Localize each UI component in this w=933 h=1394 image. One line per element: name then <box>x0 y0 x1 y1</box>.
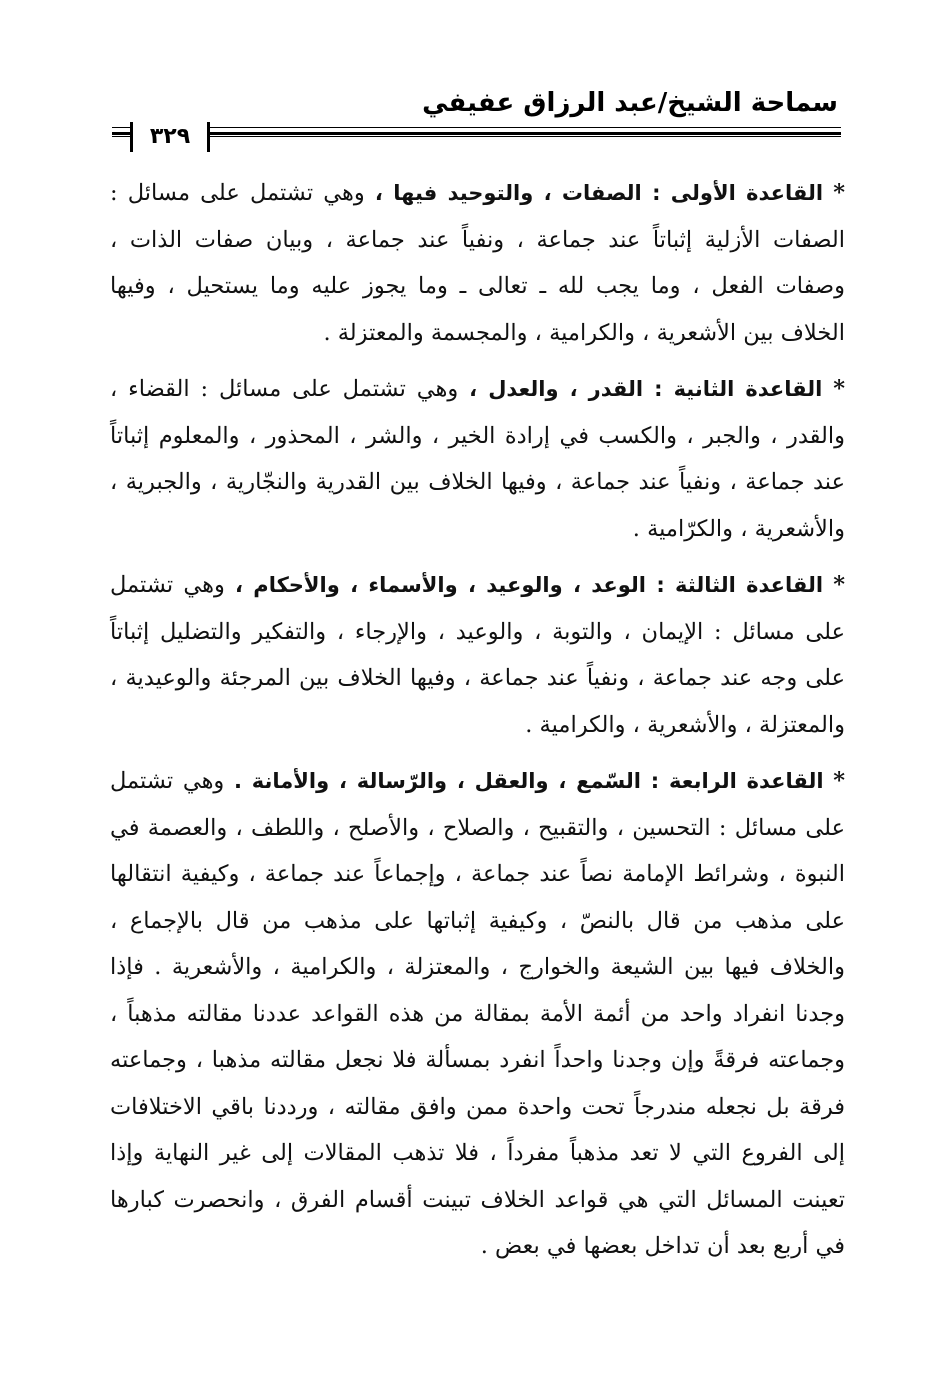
paragraph-rule-four <box>110 758 845 1270</box>
paragraph-heading: القاعدة الأولى : الصفات ، والتوحيد فيها ، <box>374 181 824 205</box>
paragraph-text: وهي تشتمل على مسائل : الصفات الأزلية إثباتاً عند جماعة ، ونفياً عند جماعة ، وبيان صفات الذات ، وصفات الفعل ، وما يجب لله ـ تعالى ـ وما يجوز عليه وما يستحيل ، وفيها الخلاف بين الأشعرية ، والكرامية ، والمجسمة والمعتزلة . <box>110 180 845 346</box>
header-rule-line-top <box>112 127 841 128</box>
paragraph-bullet: * <box>833 768 846 794</box>
header-rule <box>112 124 841 154</box>
paragraph-rule-two <box>110 366 845 552</box>
header-rule-line-bottom <box>112 136 841 137</box>
page-number: ٣٢٩ <box>130 122 210 152</box>
paragraph-bullet: * <box>833 572 846 598</box>
paragraph-text: وهي تشتمل على مسائل : القضاء ، والقدر ، والجبر ، والكسب في إرادة الخير ، والشر ، المحذور ، والمعلوم إثباتاً عند جماعة ، ونفياً عند جماعة ، وفيها الخلاف بين القدرية والنجّارية ، والجبرية ، والأشعرية ، والكرّامية . <box>110 376 845 542</box>
paragraph-heading: القاعدة الثانية : القدر ، والعدل ، <box>469 377 823 401</box>
paragraph-heading: القاعدة الرابعة : السّمع ، والعقل ، والرّسالة ، والأمانة . <box>233 769 824 793</box>
body-text <box>110 170 845 1280</box>
paragraph-rule-three <box>110 562 845 748</box>
paragraph-bullet: * <box>833 376 845 402</box>
running-header-title: سماحة الشيخ/عبد الرزاق عفيفي <box>422 88 838 118</box>
paragraph-text: وهي تشتمل على مسائل : التحسين ، والتقبيح ، والصلاح ، والأصلح ، واللطف ، والعصمة في النبوة ، وشرائط الإمامة نصاً عند جماعة ، وإجماعاً عند جماعة ، وكيفية انتقالها على مذهب من قال بالنصّ ، وكيفية إثباتها على مذهب من قال بالإجماع ، والخلاف فيها بين الشيعة والخوارج ، والمعتزلة ، والكرامية ، والأشعرية . فإذا وجدنا انفراد واحد من أئمة الأمة بمقالة من هذه القواعد عددنا مقالته مذهباً ، وجماعته فرقةً وإن وجدنا واحداً انفرد بمسألة فلا نجعل مقالته مذهبا ، وجماعته فرقة بل نجعله مندرجاً تحت واحدة ممن وافق مقالته ، ورددنا باقي الاختلافات إلى الفروع التي لا تعد مذهباً مفرداً ، فلا تذهب المقالات إلى غير النهاية وإذا تعينت المسائل التي هي قواعد الخلاف تبينت أقسام الفرق ، وانحصرت كبارها في أربع بعد أن تداخل بعضها في بعض . <box>110 768 845 1259</box>
paragraph-text: وهي تشتمل على مسائل : الإيمان ، والتوبة ، والوعيد ، والإرجاء ، والتفكير والتضليل إثباتاً على وجه عند جماعة ، ونفياً عند جماعة ، وفيها الخلاف بين المرجئة والوعيدية ، والمعتزلة ، والأشعرية ، والكرامية . <box>110 572 845 738</box>
paragraph-bullet: * <box>833 180 845 206</box>
paragraph-rule-one <box>110 170 845 356</box>
header-rule-line-middle <box>112 132 841 135</box>
paragraph-heading: القاعدة الثالثة : الوعد ، والوعيد ، والأسماء ، والأحكام ، <box>235 573 824 597</box>
